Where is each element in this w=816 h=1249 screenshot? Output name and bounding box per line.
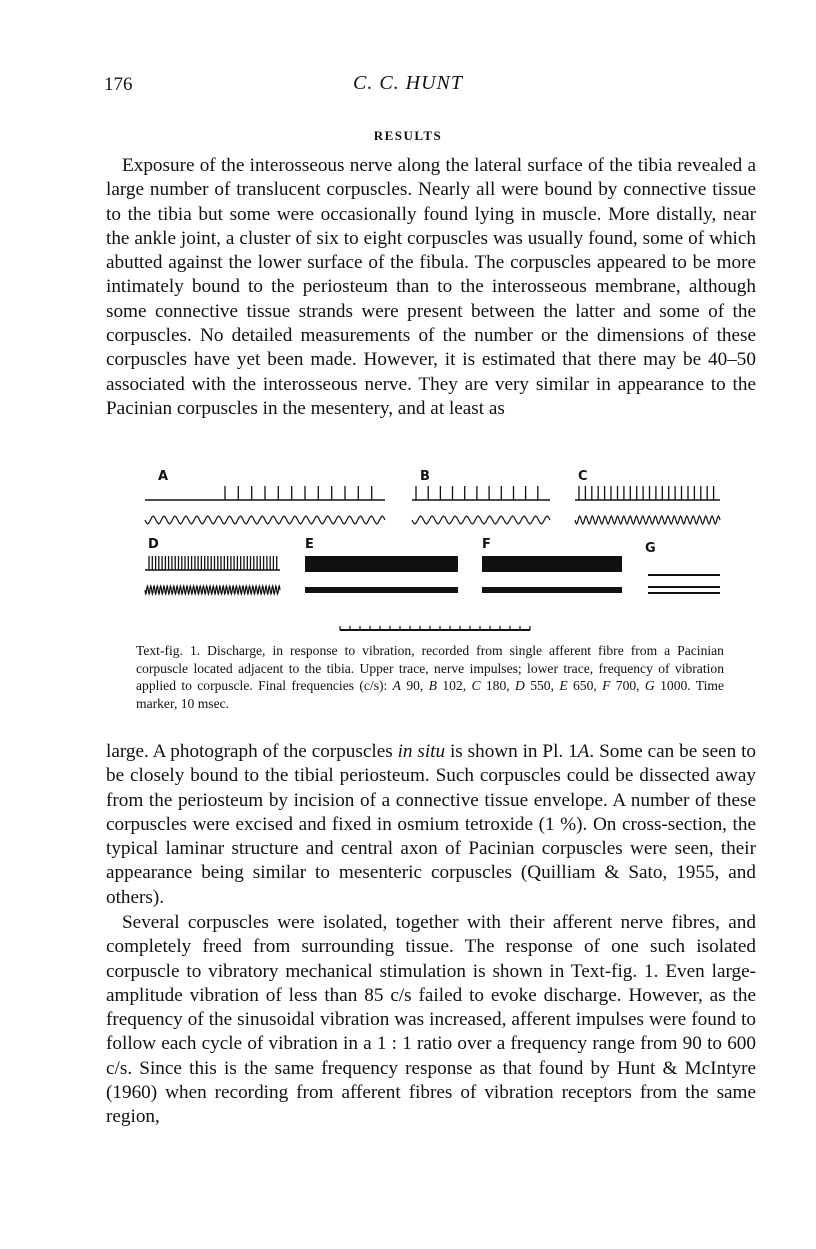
paragraph-2 [106, 740, 756, 910]
text-fig-1 [140, 460, 740, 640]
panel-trace-c [575, 486, 720, 524]
caption-val-f: 700, [610, 678, 645, 694]
panel-trace-a [145, 486, 385, 524]
caption-freq-b: B [428, 678, 437, 694]
section-heading: RESULTS [373, 128, 443, 143]
paragraph-1: Exposure of the interosseous nerve along the lateral surface of the tibia revealed a large number of translucent corpuscles. Nearly all were bound by connective tissue to the tibia but some were occasionally found lying in muscle. More distally, near the ankle joint, a cluster of six to eight corpuscles was usually found, some of which abutted against the lower surface of the fibula. The corpuscles appeared to be more intimately bound to the periosteum than to the interosseous membrane, although some connective tissue strands were present between the latter and some of the corpuscles. No detailed measurements of the number or the dimensions of these corpuscles have yet been made. However, it is estimated that there may be 40–50 associated with the interosseous nerve. They are very similar in appearance to the Pacinian corpuscles in the mesentery, and at least as [106, 155, 756, 419]
p2-text-b: is shown in Pl. 1 [445, 741, 578, 762]
panel-label-g: G [645, 541, 656, 556]
caption-freq-g: G [644, 678, 655, 694]
caption-freq-e: E [559, 678, 568, 694]
panel-label-c: C [578, 469, 588, 484]
caption-freq-d: D [515, 678, 525, 694]
caption-val-b: 102, [436, 678, 472, 694]
panel-label-f: F [482, 537, 491, 552]
caption-val-e: 650, [567, 678, 603, 694]
panel-trace-e [305, 556, 458, 593]
running-head: C. C. HUNT [352, 72, 464, 94]
panel-label-d: D [148, 537, 159, 552]
page-number: 176 [104, 74, 133, 95]
caption-val-c: 180, [480, 678, 516, 694]
paragraph-3: Several corpuscles were isolated, together with their afferent nerve fibres, and completely freed from surrounding tissue. The response of one such isolated corpuscle to vibratory mechanical stimulation is shown in Text-fig. 1. Even large-amplitude vibration of less than 85 c/s failed to evoke discharge. However, as the frequency of the sinusoidal vibration was increased, afferent impulses were found to follow each cycle of vibration in a 1 : 1 ratio over a frequency range from 90 to 600 c/s. Since this is the same frequency response as that found by Hunt & McIntyre (1960) when recording from afferent fibres of vibration receptors from the same region, [106, 912, 756, 1128]
vibration-traces-figure [140, 460, 740, 640]
figure-caption [136, 642, 724, 712]
time-marker [340, 626, 530, 630]
caption-text: Discharge, in response to vibration, recorded from single afferent fibre from a Pacinian corpuscle located adjacent to the tibia. Upper trace, nerve impulses; lower trace, frequency of vibration applied to corpuscle. Final frequencies (c/s): [136, 643, 724, 694]
caption-label: Text-fig. 1. [136, 643, 201, 658]
caption-freq-f: F [602, 678, 611, 694]
panel-trace-d [145, 556, 280, 594]
p2-text-a: large. A photograph of the corpuscles [106, 741, 398, 762]
caption-val-d: 550, [524, 678, 560, 694]
panel-trace-f [482, 556, 622, 593]
caption-val-a: 90, [400, 678, 429, 694]
p2-italic-in-situ: in situ [397, 741, 446, 762]
panel-trace-g [648, 575, 720, 593]
p2-text-c: . Some can be seen to be closely bound to the tibial periosteum. Such corpuscles could be dissected away from the periosteum by incision of a connective tissue envelope. A number of these corpuscles were excised and fixed in osmium tetroxide (1 %). On cross-section, the typical laminar structure and central axon of Pacinian corpuscles were seen, their appearance being similar to mesenteric corpuscles (Quilliam & Sato, 1955, and others). [106, 741, 757, 908]
panel-trace-b [412, 486, 550, 524]
caption-val-g: 1000. Time marker, 10 msec. [136, 678, 724, 711]
panel-label-a: A [158, 469, 169, 484]
caption-freq-c: C [471, 678, 481, 694]
p2-italic-plate: A [577, 741, 590, 762]
panel-label-e: E [305, 537, 314, 552]
caption-freq-a: A [392, 678, 401, 694]
panel-label-b: B [420, 469, 430, 484]
